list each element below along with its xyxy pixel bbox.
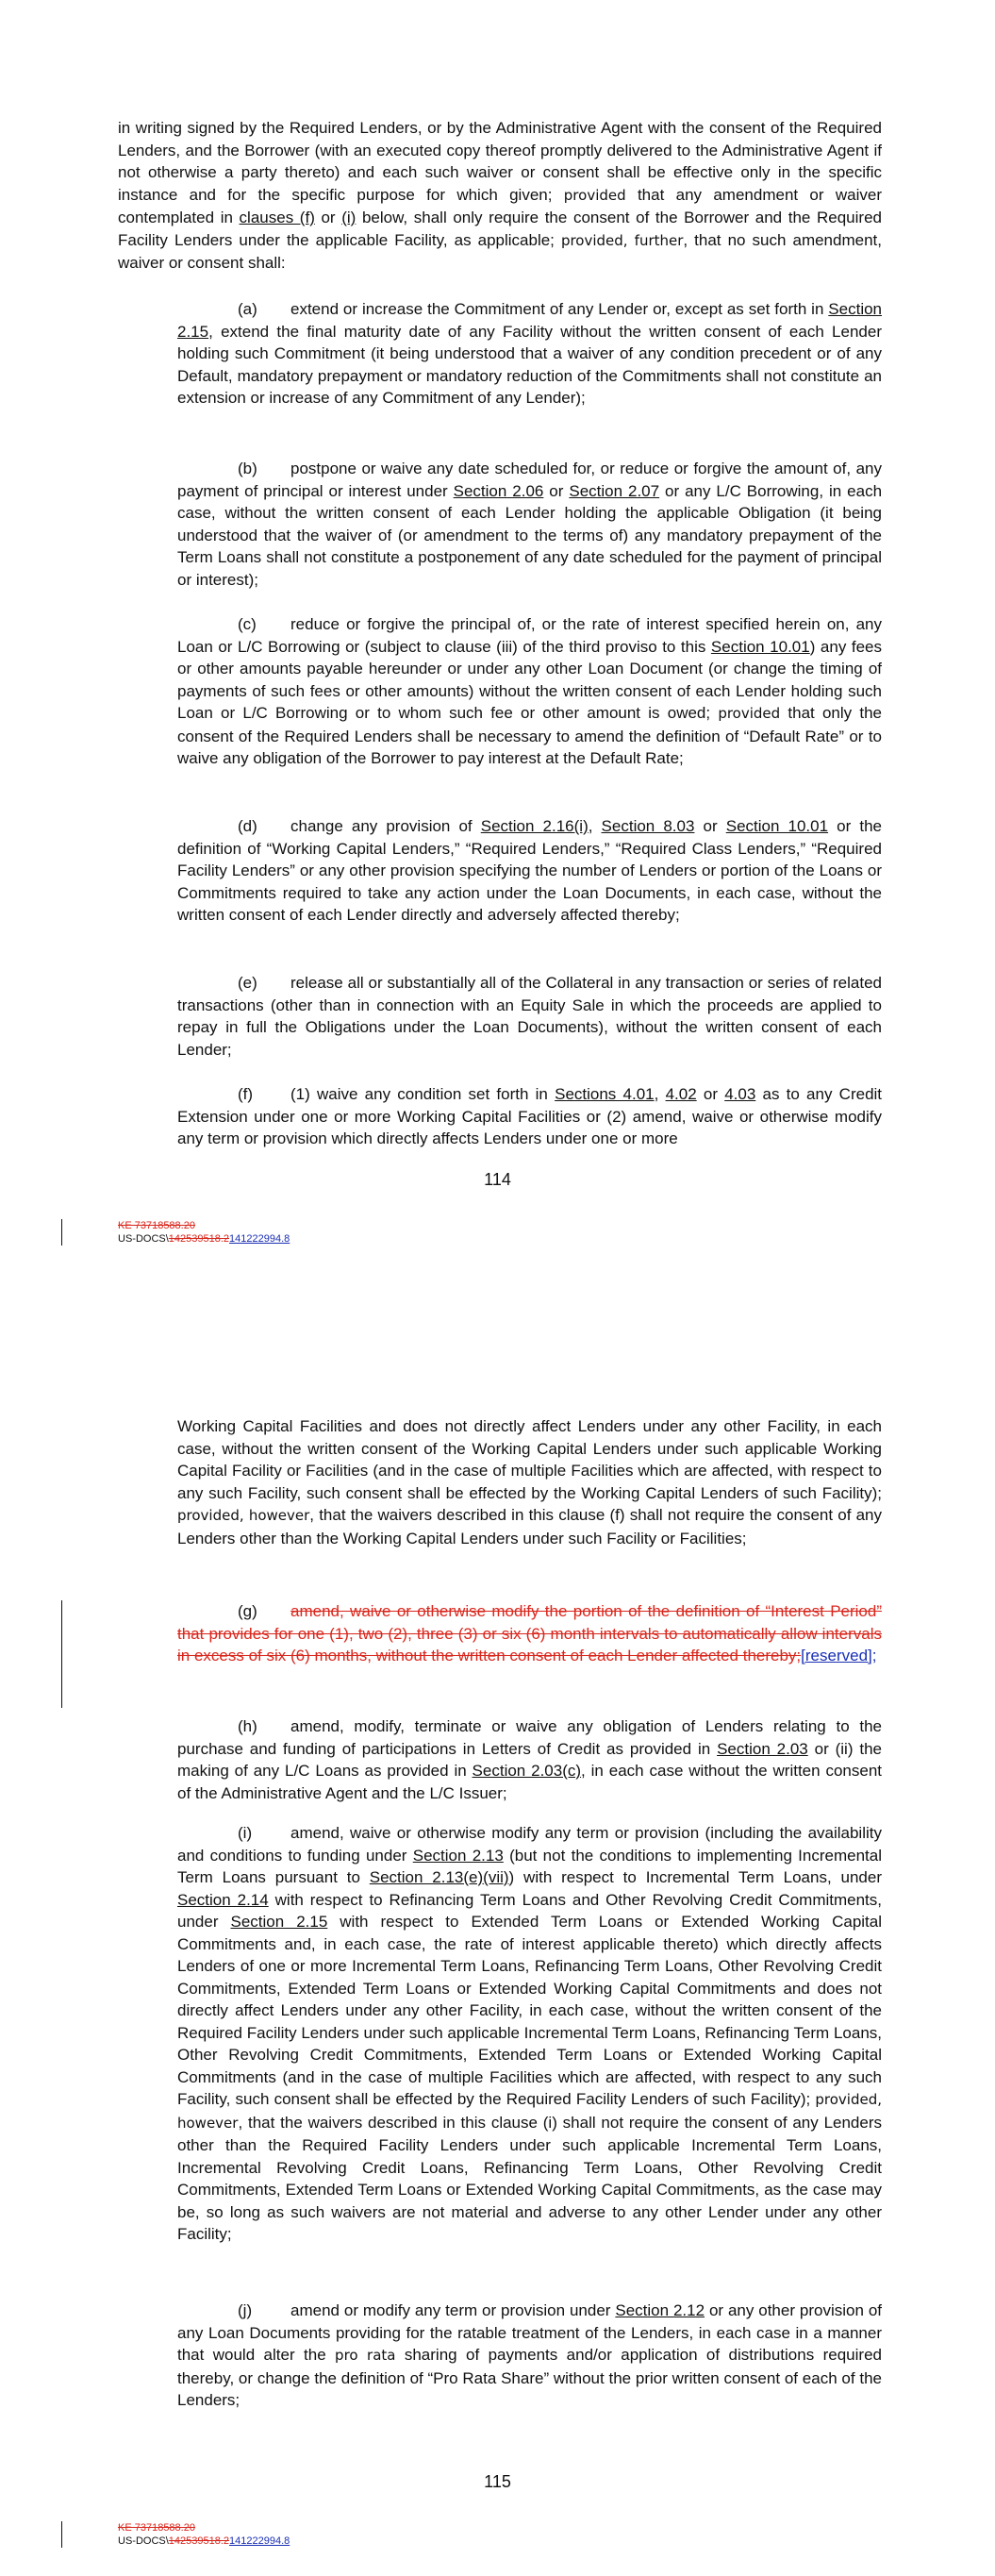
document-footer: KE 73718588.20 US-DOCS\142539518.2141222994.8 [118,1220,290,1245]
clause-h: (h) amend, modify, terminate or waive any obligation of Lenders relating to the purchase and funding of participations in Letters of Credit as provided in Section 2.03 or (ii) the making of any L/C Loans as provided in Section 2.03(c), in each case without the written consent of the Administrative Agent and the L/C Issuer; [177,1717,883,1802]
clause-c: (c) reduce or forgive the principal of, or the rate of interest specified herein on, any Loan or L/C Borrowing or (subject to clause (iii) of the third proviso to this Section 10.01) any fees or other amounts payable hereunder or under any other Loan Document (or change the timing of payments of such fees or other amounts) without the written consent of each Lender holding such Loan or L/C Borrowing or to whom such fee or other amount is owed; provided that only the consent of the Required Lenders shall be necessary to amend the definition of “Default Rate” or to waive any obligation of the Borrower to pay interest at the Default Rate; [177,615,883,767]
change-bar [61,1600,62,1708]
page-115 [0,1359,995,2576]
clause-f-continuation: Working Capital Facilities and does not directly affect Lenders under any other Facility, in each case, without the written consent of the Working Capital Lenders under such applicable Working Capital Facility or Facilities (and in the case of multiple Facilities which are affected, with respect to any such Facility, such consent shall be effected by the Working Capital Lenders of such Facility); provided, however, that the waivers described in this clause (f) shall not require the consent of any Lenders other than the Working Capital Lenders under such Facility or Facilities; [177,1417,883,1547]
inserted-text: [reserved]; [801,1647,877,1664]
page-number: 115 [484,2472,511,2491]
page-114 [0,0,995,1246]
clause-j: (j) amend or modify any term or provision under Section 2.12 or any other provision of any Loan Documents providing for the ratable treatment of the Lenders, in each case in a manner that would alter the pro rata sharing of payments and/or application of distributions required thereby, or change the definition of “Pro Rata Share” without the prior written consent of each of the Lenders; [177,2301,882,2409]
intro-paragraph: in writing signed by the Required Lenders, or by the Administrative Agent with the consent of the Required Lenders, and the Borrower (with an executed copy thereof promptly delivered to the Administrative Agent if not otherwise a party thereto) and each such waiver or consent shall be effective only in the specific instance and for the specific purpose for which given; provided that any amendment or waiver contemplated in clauses (f) or (i) below, shall only require the consent of the Borrower and the Required Facility Lenders under the applicable Facility, as applicable; provided, further, that no such amendment, waiver or consent shall: [118,119,882,272]
change-bar [61,1219,62,1246]
clause-f-reference: clauses (f) [239,209,315,226]
clause-d: (d) change any provision of Section 2.16(i), Section 8.03 or Section 10.01 or the definition of “Working Capital Lenders,” “Required Lenders,” “Required Class Lenders,” “Required Facility Lenders” or any other provision specifying the number of Lenders or portion of the Loans or Commitments required to take any action under the Loan Documents, in each case, without the written consent of each Lender directly and adversely affected thereby; [177,817,883,924]
clause-b: (b) postpone or waive any date scheduled for, or reduce or forgive the amount of, any payment of principal or interest under Section 2.06 or Section 2.07 or any L/C Borrowing, in each case, without the written consent of each Lender holding the applicable Obligation (it being understood that the waiver of (or amendment to the terms of) any mandatory prepayment of the Term Loans shall not constitute a postponement of any date scheduled for the payment of principal or interest); [177,460,883,589]
clause-i-reference: (i) [341,209,357,226]
document-footer: KE 73718588.20 US-DOCS\142539518.2141222994.8 [118,2522,290,2547]
clause-a: (a) extend or increase the Commitment of any Lender or, except as set forth in Section 2.15, extend the final maturity date of any Facility without the written consent of each Lender holding such Commitment (it being understood that a waiver of any condition precedent or of any Default, mandatory prepayment or mandatory reduction of the Commitments shall not constitute an extension or increase of any Commitment of any Lender); [177,300,882,407]
page-number: 114 [484,1170,511,1189]
clause-f: (f) (1) waive any condition set forth in Sections 4.01, 4.02 or 4.03 as to any Credit Extension under one or more Working Capital Facilities or (2) amend, waive or otherwise modify any term or provision which directly affects Lenders under one or more [177,1085,883,1147]
clause-e: (e) release all or substantially all of the Collateral in any transaction or series of related transactions (other than in connection with an Equity Sale in which the proceeds are applied to repay in full the Obligations under the Loan Documents), without the written consent of each Lender; [177,974,882,1059]
clause-i: (i) amend, waive or otherwise modify any term or provision (including the availability and conditions to funding under Section 2.13 (but not the conditions to implementing Incremental Term Loans pursuant to Section 2.13(e)(vii)) with respect to Incremental Term Loans, under Section 2.14 with respect to Refinancing Term Loans and Other Revolving Credit Commitments, under Section 2.15 with respect to Extended Term Loans or Extended Working Capital Commitments and, in each case, the rate of interest applicable thereto) which directly affects Lenders of one or more Incremental Term Loans, Refinancing Term Loans, Other Revolving Credit Commitments, Extended Term Loans or Extended Working Capital Commitments and does not directly affect Lenders under any other Facility, in each case, without the written consent of the Required Facility Lenders under such applicable Incremental Term Loans, Refinancing Term Loans, Other Revolving Credit Commitments, Extended Term Loans or Extended Working Capital Commitments (and in the case of multiple Facilities which are affected, with respect to any such Facility, such consent shall be effected by the Required Facility Lenders of such Facility); provided, however, that the waivers described in this clause (i) shall not require the consent of any Lenders other than the Required Facility Lenders under such applicable Incremental Term Loans, Incremental Revolving Credit Loans, Refinancing Term Loans, Other Revolving Credit Commitments, Extended Term Loans or Extended Working Capital Commitments, as the case may be, so long as such waivers are not material and adverse to any other Lender under any other Facility; [177,1824,883,2243]
change-bar [61,2521,62,2548]
clause-g: (g) amend, waive or otherwise modify the portion of the definition of “Interest Period” that provides for one (1), two (2), three (3) or six (6) month intervals to automatically allow intervals in excess of six (6) months, without the written consent of each Lender affected thereby;[reserved]; [177,1602,882,1664]
deleted-text: amend, waive or otherwise modify the portion of the definition of “Interest Period” that provides for one (1), two (2), three (3) or six (6) month intervals to automatically allow intervals in excess of six (6) months, without the written consent of each Lender affected thereby; [177,1602,882,1664]
